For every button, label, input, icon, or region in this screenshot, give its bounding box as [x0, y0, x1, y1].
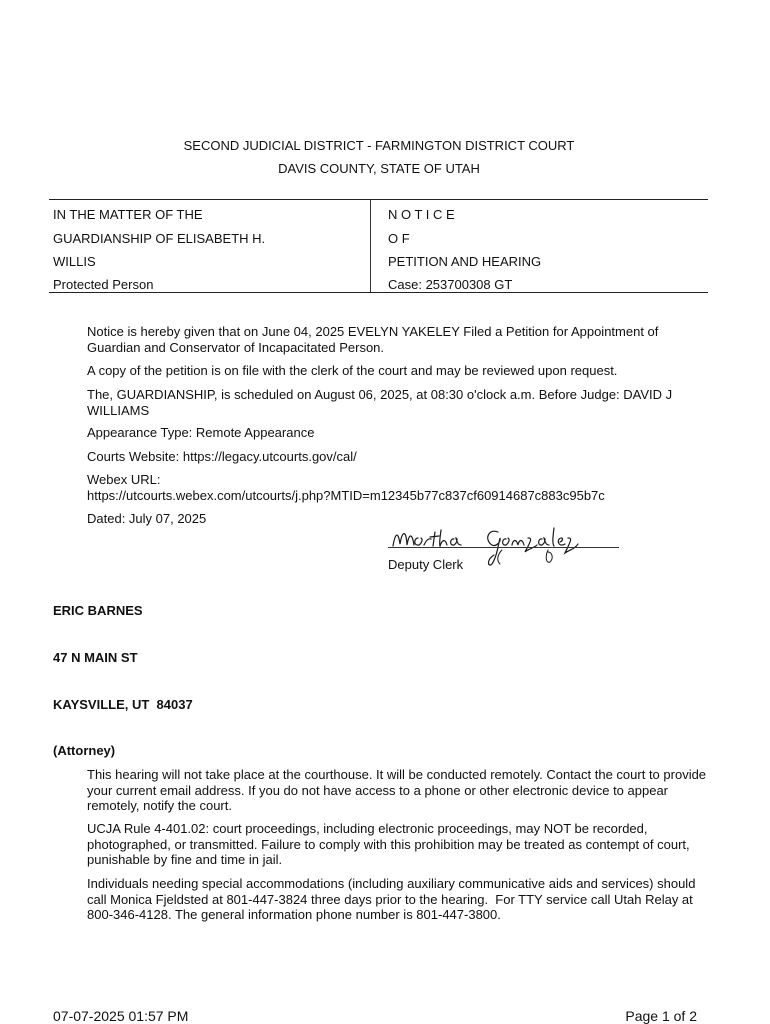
courts-website: Courts Website: https://legacy.utcourts.gov/cal/	[87, 449, 357, 464]
recipient-name: ERIC BARNES	[53, 603, 143, 618]
recipient-role: (Attorney)	[53, 743, 116, 758]
caption-right-line-3: PETITION AND HEARING	[388, 254, 542, 269]
hearing-schedule-text: The, GUARDIANSHIP, is scheduled on August 06, 2025, at 08:30 o'clock a.m. Before Judge: DAVID J WILLIAMS	[87, 387, 673, 418]
caption-top-rule	[49, 199, 708, 200]
signer-title: Deputy Clerk	[388, 557, 464, 572]
footer-timestamp: 07-07-2025 01:57 PM	[53, 1008, 189, 1024]
recipient-street: 47 N MAIN ST	[53, 650, 138, 665]
petition-notice-text: Notice is hereby given that on June 04, 2025 EVELYN YAKELEY Filed a Petition for Appointment of Guardian and Conservator of Incapacitated Person.	[87, 324, 659, 355]
remote-hearing-notice: This hearing will not take place at the courthouse. It will be conducted remotely. Contact the court to provide your current email address. If you do not have access to a phone or other electronic device to appear remotely, notify the court.	[87, 767, 707, 813]
case-number: Case: 253700308 GT	[388, 277, 513, 292]
caption-right-line-2: O F	[388, 231, 410, 246]
recipient-city: KAYSVILLE, UT 84037	[53, 697, 193, 712]
caption-left-line-1: IN THE MATTER OF THE	[53, 207, 203, 222]
webex-url-link[interactable]: https://utcourts.webex.com/utcourts/j.php?MTID=m12345b77c837cf60914687c883c95b7c	[87, 488, 605, 503]
caption-left-line-4: Protected Person	[53, 277, 154, 292]
court-name: SECOND JUDICIAL DISTRICT - FARMINGTON DISTRICT COURT	[183, 138, 575, 153]
appearance-type: Appearance Type: Remote Appearance	[87, 425, 315, 440]
caption-left-line-3: WILLIS	[53, 254, 96, 269]
county-state: DAVIS COUNTY, STATE OF UTAH	[278, 161, 480, 176]
dated-line: Dated: July 07, 2025	[87, 511, 207, 526]
webex-label: Webex URL:	[87, 472, 161, 487]
caption-divider	[370, 200, 371, 292]
page-indicator: Page 1 of 2	[625, 1008, 697, 1024]
recording-rule-notice: UCJA Rule 4-401.02: court proceedings, including electronic proceedings, may NOT be recorded, photographed, or transmitted. Failure to comply with this prohibition may be treated as contempt of court, punishable by fine and time in jail.	[87, 821, 690, 867]
accommodations-notice: Individuals needing special accommodations (including auxiliary communicative aids and services) should call Monica Fjeldsted at 801-447-3824 three days prior to the hearing. For TTY service call Utah Relay at 800-346-4128. The general information phone number is 801-447-3800.	[87, 876, 700, 922]
signature-line	[388, 547, 619, 548]
caption-left-line-2: GUARDIANSHIP OF ELISABETH H.	[53, 231, 266, 246]
caption-right-line-1: N O T I C E	[388, 207, 455, 222]
petition-copy-text: A copy of the petition is on file with the clerk of the court and may be reviewed upon request.	[87, 363, 618, 378]
